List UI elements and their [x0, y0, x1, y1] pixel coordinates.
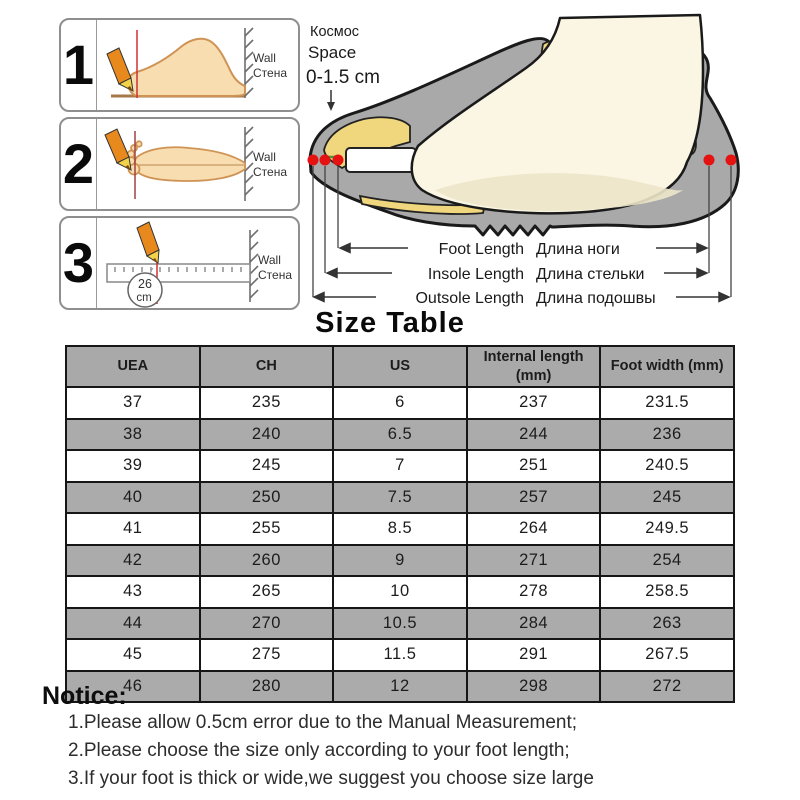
step-3-ruler-illustration	[97, 218, 300, 308]
size-table-title: Size Table	[315, 307, 465, 339]
header-us: US	[333, 346, 467, 387]
step-1-number: 1	[61, 20, 97, 110]
wall-hatch	[245, 28, 253, 98]
foot-length-label-ru: Длина ноги	[536, 241, 620, 258]
table-cell: 236	[600, 419, 734, 451]
table-cell: 7	[333, 450, 467, 482]
table-cell: 43	[66, 576, 200, 608]
pencil-icon	[137, 222, 159, 263]
table-cell: 249.5	[600, 513, 734, 545]
table-cell: 244	[467, 419, 601, 451]
table-cell: 41	[66, 513, 200, 545]
table-cell: 250	[200, 482, 334, 514]
table-row	[66, 545, 734, 577]
notice-item-3: 3.If your foot is thick or wide,we suggest you choose size large	[68, 768, 594, 789]
table-cell: 9	[333, 545, 467, 577]
insole-length-label-en: Insole Length	[427, 266, 524, 283]
table-cell: 235	[200, 387, 334, 419]
table-cell: 298	[467, 671, 601, 703]
wall-label-ru: Стена	[258, 268, 293, 282]
table-row	[66, 513, 734, 545]
measured-unit: cm	[136, 292, 152, 304]
wall-label-en: Wall	[253, 150, 276, 164]
table-cell: 278	[467, 576, 601, 608]
table-cell: 245	[200, 450, 334, 482]
wall-label-ru: Стена	[253, 66, 288, 80]
table-cell: 231.5	[600, 387, 734, 419]
step-1-foot-side-illustration	[97, 20, 300, 110]
measure-step-2	[59, 117, 300, 211]
shoe-measurement-diagram	[300, 0, 800, 312]
table-cell: 7.5	[333, 482, 467, 514]
wall-hatch	[250, 230, 258, 302]
table-row	[66, 608, 734, 640]
table-row	[66, 671, 734, 703]
size-table	[65, 345, 735, 703]
notice-title: Notice:	[42, 682, 127, 710]
step-3-number: 3	[61, 218, 97, 308]
wall-label-en: Wall	[258, 253, 281, 267]
table-cell: 40	[66, 482, 200, 514]
table-cell: 45	[66, 639, 200, 671]
table-cell: 251	[467, 450, 601, 482]
space-label-en: Space	[308, 43, 357, 62]
toe-space-annotation	[306, 24, 380, 111]
table-cell: 6.5	[333, 419, 467, 451]
space-value: 0-1.5 cm	[306, 67, 380, 88]
table-cell: 272	[600, 671, 734, 703]
foot-length-label-en: Foot Length	[438, 241, 524, 258]
header-foot-width: Foot width (mm)	[600, 346, 734, 387]
table-cell: 37	[66, 387, 200, 419]
table-cell: 10.5	[333, 608, 467, 640]
step-2-number: 2	[61, 119, 97, 209]
foot-side-shape	[128, 39, 245, 96]
table-cell: 11.5	[333, 639, 467, 671]
table-cell: 275	[200, 639, 334, 671]
table-cell: 257	[467, 482, 601, 514]
table-cell: 240.5	[600, 450, 734, 482]
table-cell: 265	[200, 576, 334, 608]
header-uea: UEA	[66, 346, 200, 387]
measured-value: 26	[138, 277, 152, 291]
table-cell: 237	[467, 387, 601, 419]
table-row	[66, 576, 734, 608]
ruler	[107, 264, 250, 282]
toe-space-box	[346, 148, 416, 172]
table-cell: 8.5	[333, 513, 467, 545]
table-cell: 263	[600, 608, 734, 640]
table-row	[66, 639, 734, 671]
measure-step-3	[59, 216, 300, 310]
measure-step-1	[59, 18, 300, 112]
foot-top-shape	[127, 141, 245, 181]
table-cell: 255	[200, 513, 334, 545]
table-cell: 240	[200, 419, 334, 451]
table-cell: 46	[66, 671, 200, 703]
wall-hatch	[245, 127, 253, 201]
table-cell: 38	[66, 419, 200, 451]
table-cell: 39	[66, 450, 200, 482]
pencil-icon	[107, 48, 133, 91]
notice-item-2: 2.Please choose the size only according to your foot length;	[68, 740, 570, 761]
table-cell: 260	[200, 545, 334, 577]
pencil-icon	[105, 129, 131, 170]
notice-list	[68, 713, 594, 797]
header-internal-length: Internal length (mm)	[467, 346, 601, 387]
table-cell: 44	[66, 608, 200, 640]
table-header-row	[66, 346, 734, 387]
table-cell: 254	[600, 545, 734, 577]
table-cell: 245	[600, 482, 734, 514]
notice-item-1: 1.Please allow 0.5cm error due to the Manual Measurement;	[68, 712, 578, 733]
insole-length-label-ru: Длина стельки	[536, 266, 645, 283]
table-row	[66, 482, 734, 514]
table-row	[66, 387, 734, 419]
table-row	[66, 450, 734, 482]
table-cell: 267.5	[600, 639, 734, 671]
table-cell: 264	[467, 513, 601, 545]
table-cell: 6	[333, 387, 467, 419]
table-cell: 42	[66, 545, 200, 577]
space-label-ru: Космос	[310, 24, 360, 40]
outsole-length-label-en: Outsole Length	[415, 290, 524, 307]
table-cell: 10	[333, 576, 467, 608]
table-cell: 280	[200, 671, 334, 703]
table-cell: 12	[333, 671, 467, 703]
table-cell: 291	[467, 639, 601, 671]
measured-value-bubble	[128, 273, 162, 307]
measurement-labels	[376, 238, 676, 307]
table-cell: 258.5	[600, 576, 734, 608]
wall-label-en: Wall	[253, 51, 276, 65]
table-cell: 271	[467, 545, 601, 577]
table-row	[66, 419, 734, 451]
table-cell: 270	[200, 608, 334, 640]
step-2-footprint-illustration	[97, 119, 300, 209]
outsole-length-label-ru: Длина подошвы	[536, 290, 656, 307]
wall-label-ru: Стена	[253, 165, 288, 179]
header-ch: CH	[200, 346, 334, 387]
table-cell: 284	[467, 608, 601, 640]
